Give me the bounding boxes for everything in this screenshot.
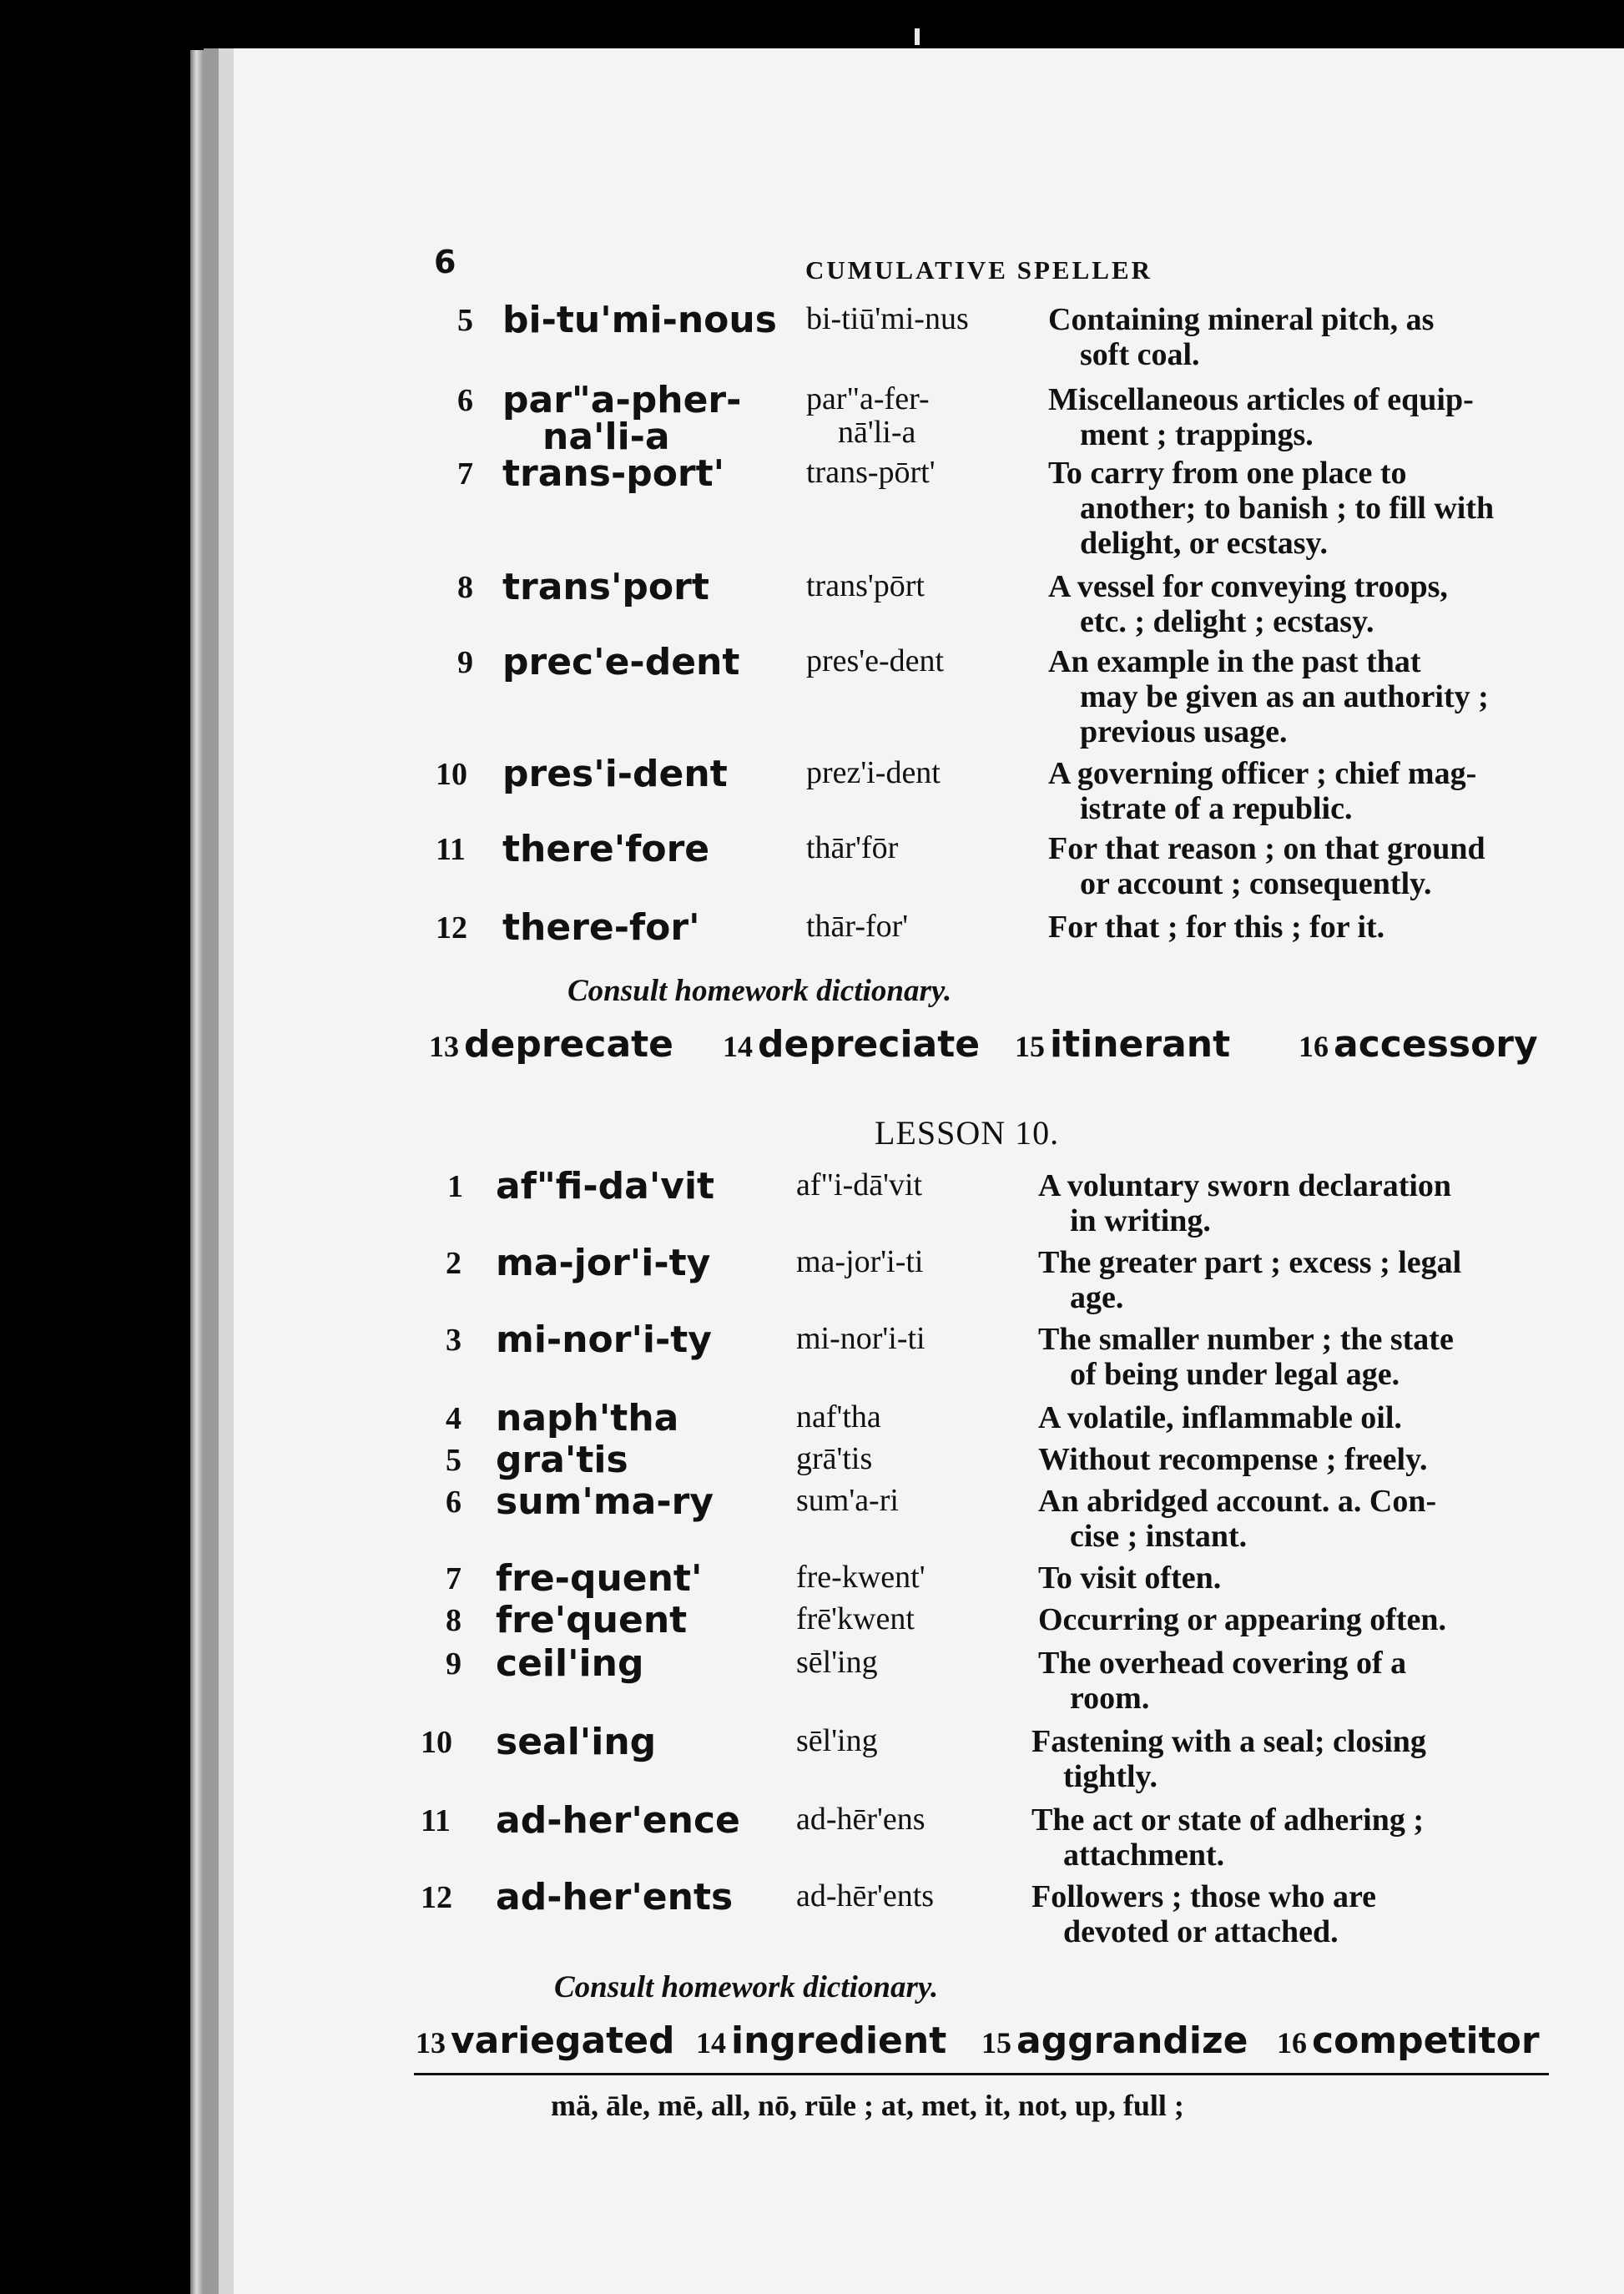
entry-pronunciation: mi-nor'i-ti [796, 1321, 925, 1356]
entry-pronunciation: trans'pōrt [806, 568, 925, 603]
entry-number: 10 [421, 1725, 452, 1760]
review-word-13: 13 variegated [416, 2019, 675, 2062]
entry-number: 6 [457, 383, 473, 418]
entry-definition: An abridged account. a. Con- cise ; instant. [1038, 1484, 1437, 1554]
entry-definition: Containing mineral pitch, as soft coal. [1048, 302, 1435, 372]
entry-pronunciation: bi-tiū'mi-nus [806, 301, 969, 336]
entry-number: 3 [446, 1323, 461, 1358]
entry-number: 11 [436, 832, 466, 867]
review-word-13: 13 deprecate [429, 1023, 674, 1066]
entry-pronunciation: sum'a-ri [796, 1483, 899, 1518]
entry-definition: A governing officer ; chief mag- istrate of a republic. [1048, 756, 1477, 826]
entry-definition: To carry from one place to another; to banish ; to fill with delight, or ecstasy. [1048, 456, 1495, 561]
page-number: 6 [434, 244, 456, 280]
entry-word: trans-port' [502, 452, 725, 495]
entry-number: 10 [436, 757, 467, 792]
entry-pronunciation: sēl'ing [796, 1645, 878, 1680]
lesson-title: LESSON 10. [875, 1114, 1060, 1152]
entry-word: ceil'ing [496, 1642, 644, 1685]
entry-word: there'fore [502, 828, 710, 870]
entry-definition: Fastening with a seal; closing tightly. [1031, 1724, 1426, 1794]
entry-word: par"a-pher- na'li-a [502, 379, 742, 458]
entry-number: 4 [446, 1401, 461, 1436]
entry-word: fre'quent [496, 1599, 688, 1641]
entry-number: 7 [446, 1561, 461, 1596]
entry-word: naph'tha [496, 1397, 679, 1439]
entry-definition: Miscellaneous articles of equip- ment ; trappings. [1048, 382, 1474, 452]
entry-number: 8 [457, 570, 473, 605]
review-word-14: 14 ingredient [696, 2019, 947, 2062]
entry-pronunciation: par"a-fer- nā'li-a [806, 381, 930, 450]
entry-pronunciation: prez'i-dent [806, 755, 941, 790]
entry-word: gra'tis [496, 1439, 628, 1481]
entry-word: ma-jor'i-ty [496, 1242, 711, 1284]
entry-word: trans'port [502, 566, 709, 608]
footer-rule [414, 2073, 1549, 2075]
entry-pronunciation: ad-hēr'ens [796, 1802, 925, 1837]
entry-word: bi-tu'mi-nous [502, 299, 777, 341]
pronunciation-key: mä, āle, mē, all, nō, rūle ; at, met, it, not, up, full ; [551, 2089, 1184, 2122]
entry-number: 12 [436, 910, 467, 945]
entry-word: seal'ing [496, 1721, 657, 1763]
entry-word: fre-quent' [496, 1557, 703, 1600]
dictionary-note: Consult homework dictionary. [554, 1970, 939, 2004]
entry-pronunciation: ad-hēr'ents [796, 1878, 935, 1913]
entry-definition: The act or state of adhering ; attachment. [1031, 1802, 1425, 1873]
entry-pronunciation: fre-kwent' [796, 1560, 925, 1595]
entry-definition: For that ; for this ; for it. [1048, 910, 1385, 945]
review-word-16: 16 competitor [1277, 2019, 1540, 2062]
entry-definition: To visit often. [1038, 1560, 1222, 1596]
entry-number: 1 [447, 1169, 463, 1204]
entry-definition: A voluntary sworn declaration in writing. [1038, 1168, 1452, 1238]
entry-word: there-for' [502, 906, 700, 949]
entry-word: mi-nor'i-ty [496, 1318, 712, 1361]
running-head: CUMULATIVE SPELLER [805, 255, 1153, 285]
entry-pronunciation: sēl'ing [796, 1723, 878, 1758]
entry-number: 2 [446, 1246, 461, 1281]
entry-pronunciation: af"i-dā'vit [796, 1167, 923, 1202]
entry-number: 6 [446, 1485, 461, 1520]
entry-pronunciation: trans-pōrt' [806, 455, 936, 490]
entry-definition: A vessel for conveying troops, etc. ; delight ; ecstasy. [1048, 569, 1448, 639]
entry-pronunciation: frē'kwent [796, 1601, 915, 1636]
entry-number: 8 [446, 1603, 461, 1638]
entry-pronunciation: naf'tha [796, 1399, 881, 1434]
entry-definition: Followers ; those who are devoted or attached. [1031, 1879, 1377, 1949]
entry-word: ad-her'ence [496, 1799, 740, 1842]
entry-word: sum'ma-ry [496, 1480, 714, 1523]
entry-definition: An example in the past that may be given as an authority ; previous usage. [1048, 644, 1489, 749]
entry-definition: The smaller number ; the state of being under legal age. [1038, 1322, 1454, 1392]
entry-word: pres'i-dent [502, 753, 728, 795]
entry-word: ad-her'ents [496, 1876, 734, 1918]
entry-definition: For that reason ; on that ground or account ; consequently. [1048, 831, 1485, 901]
entry-number: 9 [446, 1646, 461, 1681]
entry-pronunciation: ma-jor'i-ti [796, 1244, 924, 1279]
entry-number: 7 [457, 456, 473, 492]
dictionary-note: Consult homework dictionary. [567, 974, 952, 1008]
entry-word: af"fi-da'vit [496, 1165, 715, 1208]
entry-number: 12 [421, 1880, 452, 1915]
entry-word: prec'e-dent [502, 641, 740, 683]
entry-pronunciation: thār'fōr [806, 830, 899, 865]
entry-definition: Without recompense ; freely. [1038, 1442, 1428, 1477]
entry-pronunciation: pres'e-dent [806, 643, 945, 678]
entry-pronunciation: grā'tis [796, 1441, 873, 1476]
entry-definition: A volatile, inflammable oil. [1038, 1400, 1402, 1435]
entry-number: 5 [457, 303, 473, 338]
entry-number: 11 [421, 1803, 451, 1838]
entry-pronunciation: thār-for' [806, 909, 909, 944]
review-word-15: 15 itinerant [1015, 1023, 1231, 1066]
entry-number: 9 [457, 645, 473, 680]
entry-definition: The overhead covering of a room. [1038, 1646, 1407, 1716]
review-word-14: 14 depreciate [723, 1023, 981, 1066]
entry-definition: The greater part ; excess ; legal age. [1038, 1245, 1462, 1315]
entry-number: 5 [446, 1443, 461, 1478]
review-word-16: 16 accessory [1299, 1023, 1538, 1066]
entry-definition: Occurring or appearing often. [1038, 1602, 1447, 1637]
review-word-15: 15 aggrandize [981, 2019, 1248, 2062]
